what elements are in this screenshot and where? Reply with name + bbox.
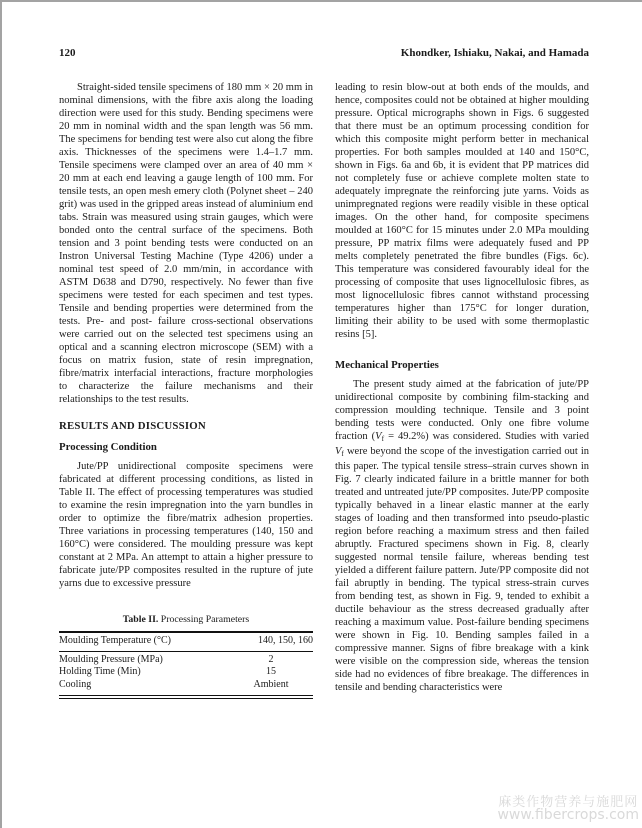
table-cell-label: Cooling — [59, 678, 92, 690]
watermark — [497, 796, 639, 822]
right-column — [335, 81, 589, 699]
table-cell-value: Ambient — [253, 678, 289, 690]
running-head-authors: Khondker, Ishiaku, Nakai, and Hamada — [400, 47, 589, 59]
table-row — [59, 654, 313, 667]
processing-parameters-table — [59, 631, 313, 699]
two-column-layout — [59, 81, 589, 699]
table-body — [59, 652, 313, 695]
table-caption-text: Processing Parameters — [160, 614, 250, 625]
table-cell-label: Holding Time (Min) — [59, 666, 141, 678]
table-cell-value: 140, 150, 160 — [258, 635, 313, 646]
subsection-heading-processing-condition: Processing Condition — [59, 441, 157, 453]
table-cell-label: Moulding Temperature (°C) — [59, 635, 171, 646]
paragraph-processing-condition-continued: leading to resin blow-out at both ends of the moulds, and hence, composites could not be obtained at higher moulding pressure. Optical micrographs shown in Figs. 6 suggested that there must be an optimum processing condition for which this composite might perform better in mechanical properties. For both samples moulded at 140 and 150°C, shown in Figs. 6a and 6b, it is evident that PP matrices did not completely fuse or achieve complete molten state to adequately impregnate the reinforcing jute yarns. Voids as unimpregnated regions were readily visible in these optical images. On the other hand, for composite specimens moulded at 160°C for 15 minutes under 2.0 MPa moulding pressure, PP matrix films were adequately fused and PP melts completely penetrated the fibre bundles (Figs. 6c). This temperature was considered favourably ideal for the processing of composite that uses lignocellulosic fibres, as most lignocellulosic fibres cannot withstand processing temperatures higher than 175°C for longer duration, limiting their ability to be used with some thermoplastic resins [5]. — [335, 82, 589, 340]
table-cell-value: 2 — [268, 653, 274, 665]
table-bottom-rule — [59, 695, 313, 699]
page-content — [59, 46, 589, 699]
table-row — [59, 679, 313, 692]
section-heading-results-and-discussion: RESULTS AND DISCUSSION — [59, 420, 206, 432]
subsection-heading-mechanical-properties: Mechanical Properties — [335, 359, 439, 371]
table-row — [59, 633, 313, 651]
left-column — [59, 81, 313, 699]
table-ii-block — [59, 614, 313, 699]
table-ii-caption — [59, 614, 313, 626]
watermark-url-text: www.fibercrops.com — [497, 807, 639, 823]
table-caption-label: Table II. — [122, 614, 159, 625]
running-header — [59, 46, 589, 60]
table-cell-label: Moulding Pressure (MPa) — [59, 653, 163, 665]
table-row — [59, 666, 313, 679]
page-number: 120 — [59, 47, 76, 59]
table-cell-value: 15 — [266, 666, 276, 678]
paragraph-specimen-preparation: Straight-sided tensile specimens of 180 mm × 20 mm in nominal dimensions, with the fibre axis along the loading direction were used for this study. Bending specimens were 20 mm in nominal width and the span length was 56 mm. The specimens for bending test were also cut along the fibre axis. Thicknesses of the specimens were 1.4–1.7 mm. Tensile specimens were clamped over an area of 40 mm × 20 mm at each end leaving a gauge length of 100 mm. For tensile tests, an open mesh emery cloth (Polynet sheet – 240 grit) was used in the gripped areas instead of aluminium end tabs. Strain was measured using strain gauges, which were bonded onto the central surface of the specimens. Both tension and 3 point bending tests were conducted on an Instron Universal Testing Machine (Type 4206) under a nominal test speed of 2.0 mm/min, in accordance with ASTM D638 and D790, respectively. No fewer than five specimens were tested for each specimen and test types. Tensile and bending properties were determined from the tests. Pre- and post- failure cross-sectional observations were carried out on the selected test specimens using an optical and a scanning electron microscope (SEM) with a focus on matrix fusion, state of resin impregnation, fibre/matrix interfacial interactions, fracture morphologies to characterize the failure mechanisms and their relationships to the test results. — [59, 82, 313, 405]
paragraph-processing-condition: Jute/PP unidirectional composite specimens were fabricated at different processing conditions, as listed in Table II. The effect of processing temperatures was studied to examine the resin impregnation into the yarn bundles in order to optimize the fibre/matrix adhesion properties. Three variations in processing temperatures (140, 150 and 160°C) were considered. The moulding pressure was kept constant at 2 MPa. An attempt to attain a higher pressure to fabricate jute/PP composites resulted in the rupture of jute yarns due to excessive pressure — [59, 461, 313, 589]
watermark-chinese-text: 麻类作物营养与施肥网 — [498, 795, 639, 810]
paragraph-mechanical-properties: The present study aimed at the fabrication of jute/PP unidirectional composite by combining film-stacking and compression moulding technique. Tensile and 3 point bending tests were conducted. Only one fibre volume fraction $(V_f = 49.2\%)$ was considered. Studies with varied $V_f$ were beyond the scope of the investigation carried out in this paper. The typical tensile stress–strain curves shown in Fig. 7 clearly indicated failure in a brittle manner for both treated and untreated jute/PP composites. Jute/PP composite typically behaved in a linear elastic manner at the early stages of loading and then transformed into pseudo-plastic region before reaching a maximum stress and then failed abruptly. Fractured specimens shown in Fig. 8, clearly suggested normal tensile failure, whereas bending test yielded a different failure pattern. Jute/PP composite did not fail abruptly in bending. The typical stress-strain curves from bending test, as shown in Fig. 9, tended to exhibit a ductile behaviour as the stress decreased gradually after reaching a maximum value. Post-failure bending specimens were shown in Fig. 10. Bending samples failed in a compressive manner. Signs of fibre breakage with a kink were visible on the compression side, whereas the tension side had no evidences of fibre breakage. The differences in tensile and bending characteristics were — [335, 379, 589, 693]
